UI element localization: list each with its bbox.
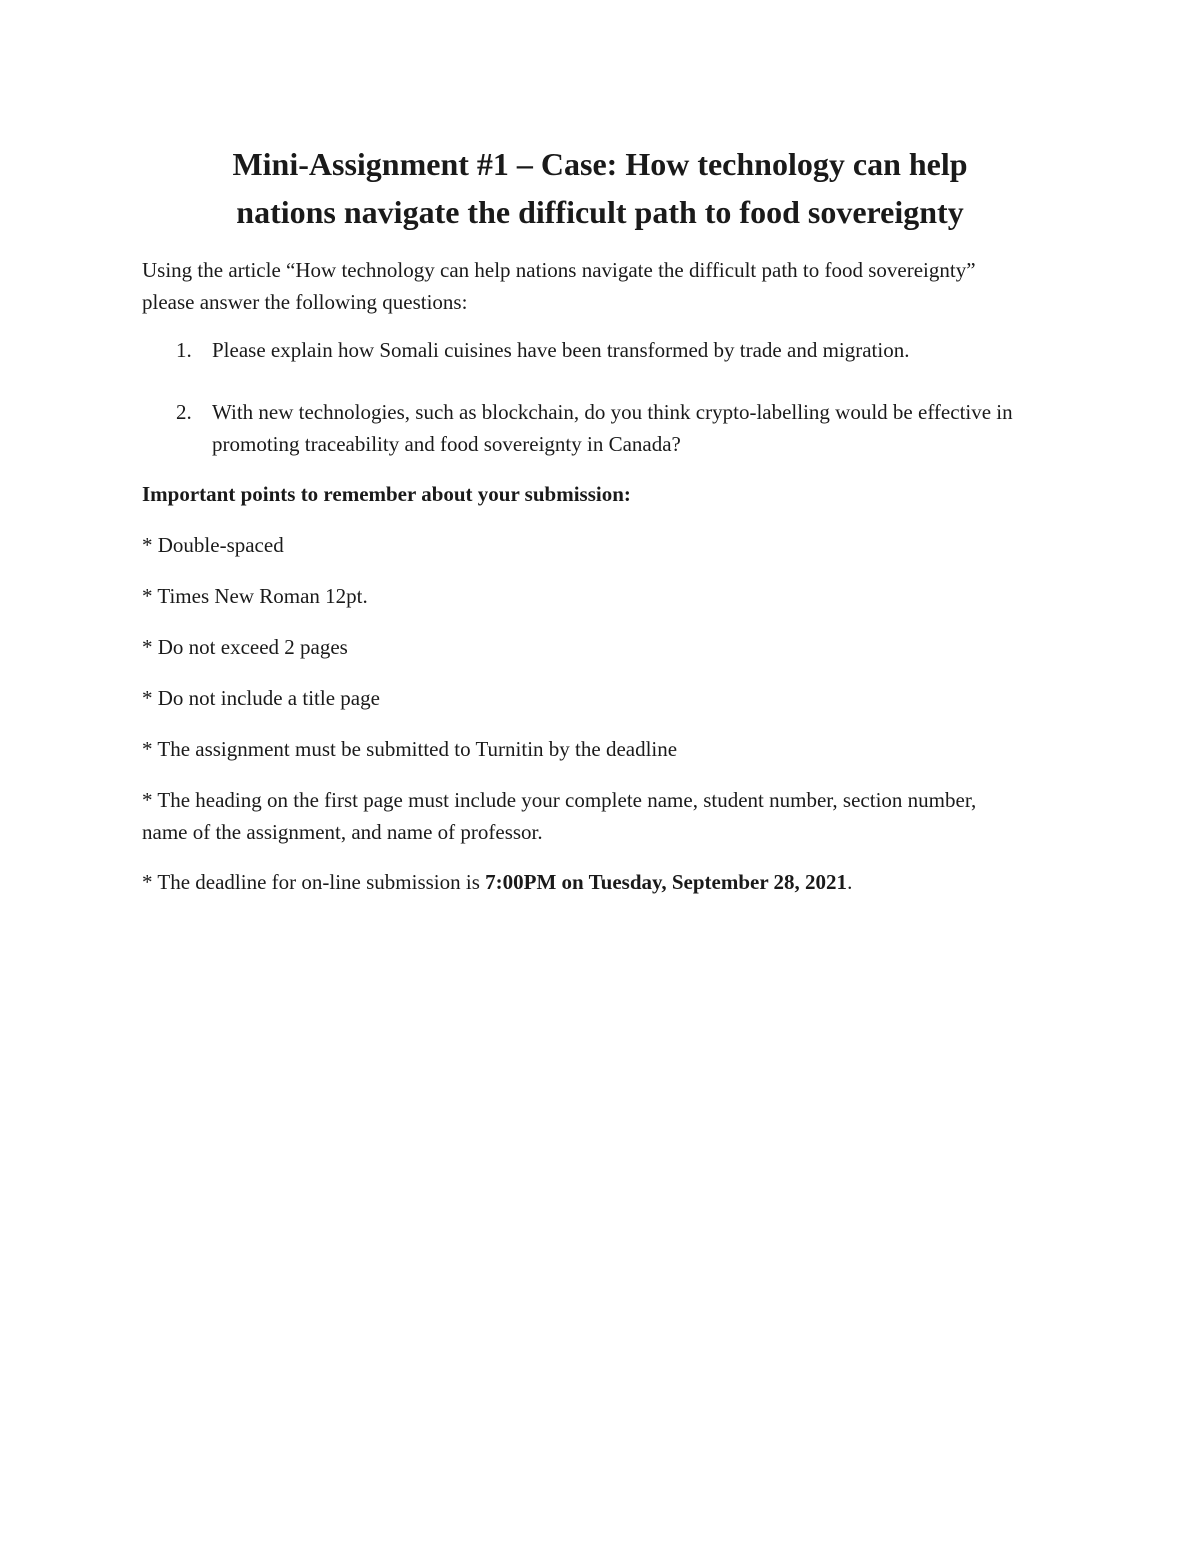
question-number: 2. xyxy=(176,400,192,424)
title-line-1: Mini-Assignment #1 – Case: How technology can help xyxy=(232,146,968,182)
question-list xyxy=(142,334,1022,490)
point-item: * Do not exceed 2 pages xyxy=(142,635,348,659)
document-title xyxy=(140,140,1060,236)
point-item: * The assignment must be submitted to Turnitin by the deadline xyxy=(142,737,678,761)
point-item: * Times New Roman 12pt. xyxy=(142,584,368,608)
question-item-2 xyxy=(142,396,1022,460)
question-text: With new technologies, such as blockchain, do you think crypto-labelling would be effective in promoting traceability and food sovereignty in Canada? xyxy=(212,400,1013,456)
point-item: * Do not include a title page xyxy=(142,686,380,710)
title-line-2: nations navigate the difficult path to food sovereignty xyxy=(236,194,964,230)
points-heading: Important points to remember about your submission: xyxy=(142,482,631,506)
point-item: * Double-spaced xyxy=(142,533,284,557)
intro-paragraph: Using the article “How technology can help nations navigate the difficult path to food sovereignty” please answer the following questions: xyxy=(142,258,976,314)
deadline-date: 7:00PM on Tuesday, September 28, 2021 xyxy=(485,870,848,894)
deadline-prefix: * The deadline for on-line submission is xyxy=(142,870,486,894)
question-item-1 xyxy=(142,334,1022,366)
question-text: Please explain how Somali cuisines have been transformed by trade and migration. xyxy=(212,338,910,362)
question-number: 1. xyxy=(176,338,192,362)
deadline-suffix: . xyxy=(847,870,853,894)
deadline-point xyxy=(142,866,1022,898)
point-item: * The heading on the first page must include your complete name, student number, section number, name of the assignment, and name of professor. xyxy=(142,788,977,844)
